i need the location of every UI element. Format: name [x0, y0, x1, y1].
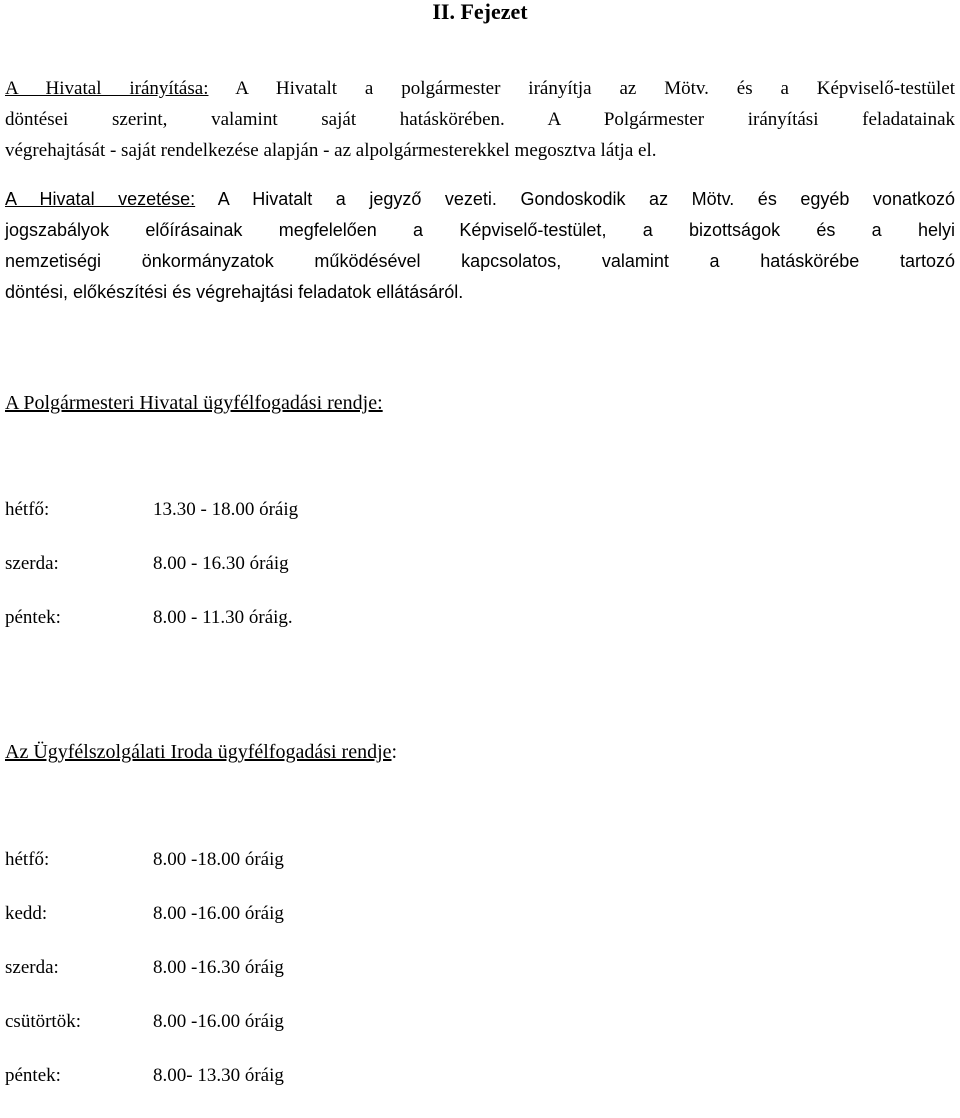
- office-hours-schedule: [5, 498, 505, 660]
- schedule-row: [5, 1064, 505, 1118]
- schedule-row: [5, 848, 505, 902]
- schedule-time: 8.00 - 16.30 óráig: [153, 553, 289, 574]
- schedule-day: péntek:: [5, 607, 61, 628]
- management-line-1: [5, 184, 955, 215]
- management-line-1-text: A Hivatalt a jegyző vezeti. Gondoskodik az Mötv. és egyéb vonatkozó: [195, 189, 955, 209]
- management-line-2: jogszabályok előírásainak megfelelően a Képviselő-testület, a bizottságok és a helyi: [5, 220, 955, 240]
- schedule-row: [5, 552, 505, 606]
- schedule-row: [5, 956, 505, 1010]
- schedule-day: csütörtök:: [5, 1011, 81, 1032]
- schedule-day: kedd:: [5, 903, 48, 924]
- direction-line-1: [5, 73, 955, 104]
- schedule-time: 8.00 -18.00 óráig: [153, 849, 284, 870]
- direction-line-3: végrehajtását - saját rendelkezése alapján - az alpolgármesterekkel megosztva látja el.: [5, 140, 657, 161]
- schedule-time: 13.30 - 18.00 óráig: [153, 499, 299, 520]
- schedule-time: 8.00 -16.30 óráig: [153, 957, 284, 978]
- schedule-row: [5, 902, 505, 956]
- schedule-day: szerda:: [5, 957, 59, 978]
- service-office-schedule: [5, 848, 505, 1118]
- schedule-day: szerda:: [5, 553, 59, 574]
- schedule-day: péntek:: [5, 1065, 61, 1086]
- schedule-time: 8.00- 13.30 óráig: [153, 1065, 284, 1086]
- office-hours-heading: A Polgármesteri Hivatal ügyfélfogadási rendje:: [5, 392, 383, 414]
- management-paragraph: [5, 184, 955, 308]
- schedule-row: [5, 498, 505, 552]
- schedule-time: 8.00 -16.00 óráig: [153, 903, 284, 924]
- schedule-row: [5, 606, 505, 660]
- service-office-heading-colon: :: [391, 741, 398, 763]
- direction-line-1-text: A Hivatalt a polgármester irányítja az Mötv. és a Képviselő-testület: [208, 78, 956, 99]
- management-line-3: nemzetiségi önkormányzatok működésével kapcsolatos, valamint a hatáskörébe tartozó: [5, 251, 955, 271]
- service-office-heading-text: Az Ügyfélszolgálati Iroda ügyfélfogadási rendje: [5, 741, 392, 763]
- schedule-row: [5, 1010, 505, 1064]
- chapter-title: II. Fejezet: [432, 0, 528, 24]
- direction-line-2: döntései szerint, valamint saját hatáskörében. A Polgármester irányítási feladatainak: [5, 109, 955, 130]
- service-office-heading: [5, 740, 397, 764]
- management-line-4: döntési, előkészítési és végrehajtási feladatok ellátásáról.: [5, 282, 464, 302]
- schedule-day: hétfő:: [5, 849, 50, 870]
- direction-paragraph: [5, 73, 955, 166]
- direction-label: A Hivatal irányítása:: [5, 78, 209, 99]
- management-label: A Hivatal vezetése:: [5, 189, 196, 209]
- schedule-day: hétfő:: [5, 499, 50, 520]
- schedule-time: 8.00 -16.00 óráig: [153, 1011, 284, 1032]
- schedule-time: 8.00 - 11.30 óráig.: [153, 607, 293, 628]
